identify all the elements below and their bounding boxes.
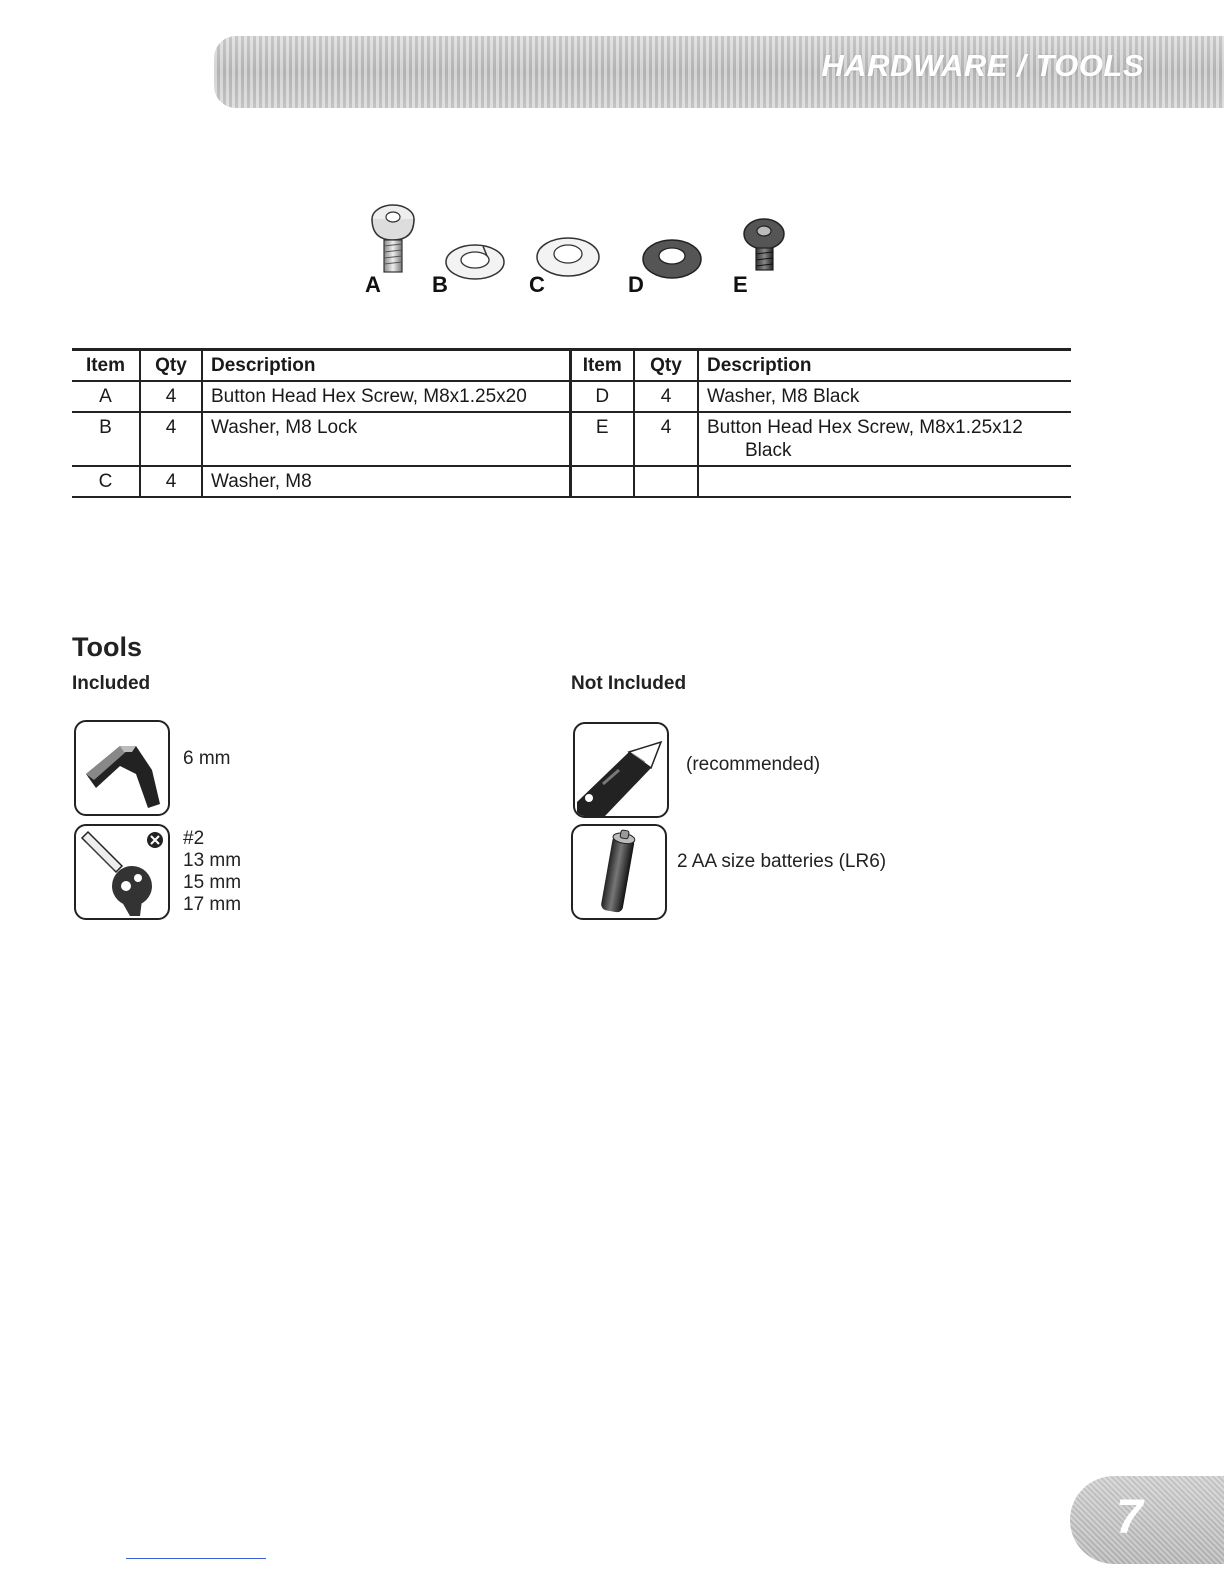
multi-tool-sizes bbox=[183, 828, 241, 916]
table-row bbox=[72, 412, 1071, 466]
header-item: Item bbox=[85, 355, 126, 376]
cell-qty bbox=[634, 466, 698, 497]
tool-text-line: 2 AA size batteries (LR6) bbox=[677, 851, 887, 872]
tool-text-line: (recommended) bbox=[686, 754, 821, 775]
header-description: Description bbox=[698, 350, 1071, 382]
header-band bbox=[214, 36, 1224, 108]
cell-item: C bbox=[98, 471, 113, 492]
table-row bbox=[72, 381, 1071, 412]
table-header-row bbox=[72, 350, 1071, 382]
part-label-a: A bbox=[365, 272, 381, 297]
cell-description-line: Washer, M8 Black bbox=[707, 386, 860, 407]
cell-description bbox=[698, 381, 1071, 412]
cell-qty: 4 bbox=[140, 381, 202, 412]
cell-description-line: Button Head Hex Screw, M8x1.25x12 bbox=[707, 417, 1023, 438]
multi-tool-wrench-icon bbox=[74, 824, 170, 920]
cell-description bbox=[698, 466, 1071, 497]
part-label-e: E bbox=[733, 272, 748, 297]
washer-c-icon bbox=[537, 238, 599, 276]
header-item: Item bbox=[582, 355, 622, 376]
cell-item: D bbox=[595, 386, 610, 407]
cell-item bbox=[570, 466, 634, 497]
included-heading: Included bbox=[72, 673, 151, 694]
aa-battery-icon bbox=[571, 824, 667, 920]
header-qty: Qty bbox=[634, 350, 698, 382]
header-description: Description bbox=[202, 350, 570, 382]
hardware-table bbox=[72, 348, 1071, 498]
knife-note bbox=[686, 754, 820, 776]
page-number-tab bbox=[1070, 1476, 1224, 1564]
cell-item: A bbox=[99, 386, 112, 407]
utility-knife-icon bbox=[573, 722, 669, 818]
part-label-c: C bbox=[529, 272, 545, 297]
screw-a-icon bbox=[372, 205, 414, 272]
tool-text-line: #2 bbox=[183, 828, 205, 849]
cell-description: Button Head Hex Screw, M8x1.25x20 bbox=[202, 381, 570, 412]
cell-item: B bbox=[99, 417, 112, 438]
hardware-parts-svg bbox=[0, 200, 1224, 310]
part-label-d: D bbox=[628, 272, 644, 297]
cell-description: Washer, M8 Lock bbox=[202, 412, 570, 466]
table-row bbox=[72, 466, 1071, 497]
black-washer-d-icon bbox=[643, 240, 701, 278]
hardware-parts-illustration bbox=[0, 200, 1224, 310]
battery-note bbox=[677, 851, 886, 873]
tools-heading: Tools bbox=[72, 632, 142, 662]
hex-key-size bbox=[183, 748, 231, 770]
footer-rule bbox=[126, 1558, 266, 1559]
cell-item: E bbox=[595, 417, 609, 438]
tool-text-line: 15 mm bbox=[183, 872, 242, 893]
cell-qty: 4 bbox=[140, 466, 202, 497]
not-included-heading: Not Included bbox=[571, 673, 687, 694]
cell-description: Washer, M8 bbox=[202, 466, 570, 497]
tool-text-line: 6 mm bbox=[183, 748, 231, 769]
page-number: 7 bbox=[1116, 1491, 1143, 1544]
black-screw-e-icon bbox=[744, 219, 784, 270]
cell-description-continuation: Black bbox=[745, 440, 792, 461]
header-qty: Qty bbox=[140, 350, 202, 382]
cell-qty: 4 bbox=[140, 412, 202, 466]
tool-text-line: 17 mm bbox=[183, 894, 242, 915]
cell-description bbox=[698, 412, 1071, 466]
lock-washer-b-icon bbox=[446, 245, 504, 279]
hex-key-icon bbox=[74, 720, 170, 816]
page-title: HARDWARE / TOOLS bbox=[821, 48, 1144, 83]
cell-qty: 4 bbox=[634, 381, 698, 412]
tool-text-line: 13 mm bbox=[183, 850, 242, 871]
part-label-b: B bbox=[432, 272, 448, 297]
cell-qty: 4 bbox=[634, 412, 698, 466]
